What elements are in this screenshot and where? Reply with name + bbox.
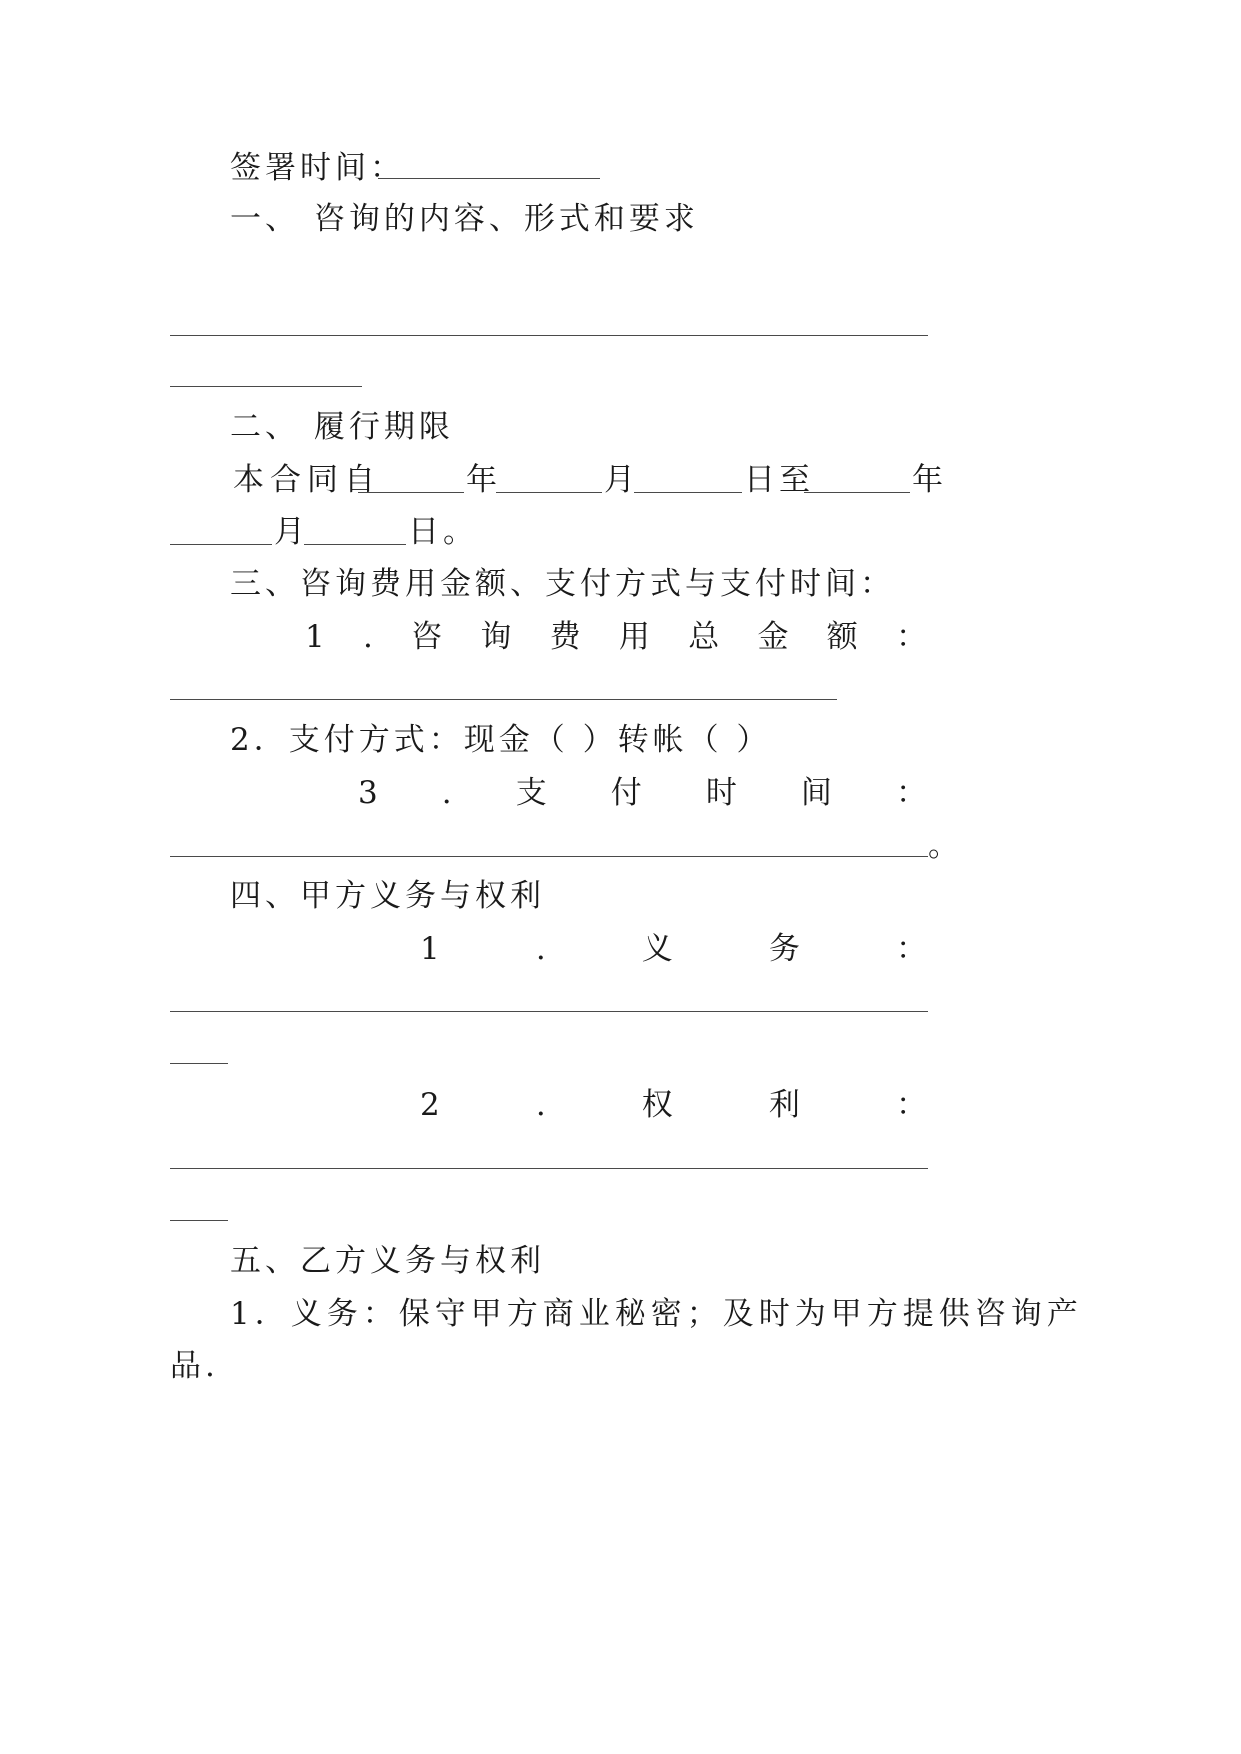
sign-time-blank bbox=[378, 178, 600, 179]
pay-time-item-2: 支 bbox=[515, 775, 547, 811]
section1-blank-line2 bbox=[170, 386, 362, 387]
a-right-item-2: 权 bbox=[641, 1087, 673, 1123]
section3-title: 三、咨询费用金额、支付方式与支付时间： bbox=[230, 566, 895, 602]
pay-time-item-0: 3 bbox=[358, 775, 378, 811]
party-b-duty-line1: 1．义务：保守甲方商业秘密；及时为甲方提供咨询产 bbox=[230, 1296, 1083, 1332]
section4-title: 四、甲方义务与权利 bbox=[230, 878, 545, 914]
fee-item-1: . bbox=[363, 619, 373, 655]
end-day-label: 日。 bbox=[408, 514, 478, 550]
fee-item-6: 总 bbox=[688, 619, 720, 655]
end-year-blank bbox=[804, 492, 910, 493]
a-right-item-3: 利 bbox=[768, 1087, 800, 1123]
a-duty-blank-line2 bbox=[170, 1063, 228, 1064]
end-month-label: 月 bbox=[274, 514, 309, 550]
start-year-blank bbox=[358, 492, 464, 493]
pay-time-item-1: . bbox=[441, 775, 452, 811]
start-day-blank bbox=[634, 492, 742, 493]
a-duty-item-1: . bbox=[535, 931, 546, 967]
party-a-right-label bbox=[420, 1085, 927, 1125]
party-a-duty-label bbox=[420, 929, 927, 969]
fee-item-7: 金 bbox=[757, 619, 789, 655]
pay-time-item-4: 时 bbox=[705, 775, 737, 811]
end-year-label: 年 bbox=[912, 462, 947, 498]
fee-item-9: ： bbox=[895, 619, 927, 655]
term-intro: 本合同自 bbox=[233, 462, 381, 498]
a-duty-item-4: ： bbox=[895, 931, 927, 967]
fee-item-8: 额 bbox=[826, 619, 858, 655]
a-right-blank-line2 bbox=[170, 1220, 228, 1221]
section1-title: 一、 咨询的内容、形式和要求 bbox=[230, 201, 699, 237]
fee-item-5: 用 bbox=[618, 619, 650, 655]
fee-item-0: 1 bbox=[305, 619, 325, 655]
section5-title: 五、乙方义务与权利 bbox=[230, 1243, 545, 1279]
end-month-blank bbox=[170, 544, 272, 545]
year-label: 年 bbox=[466, 462, 501, 498]
pay-time-label bbox=[358, 773, 927, 813]
a-duty-item-2: 义 bbox=[641, 931, 673, 967]
pay-time-item-5: 间 bbox=[800, 775, 832, 811]
section1-blank-line1 bbox=[170, 335, 928, 336]
end-day-blank bbox=[304, 544, 406, 545]
a-right-item-1: . bbox=[535, 1087, 546, 1123]
fee-item-4: 费 bbox=[549, 619, 581, 655]
pay-time-item-3: 付 bbox=[610, 775, 642, 811]
payment-method: 2．支付方式：现金（ ）转帐（ ） bbox=[230, 722, 772, 758]
start-month-blank bbox=[496, 492, 602, 493]
section2-title: 二、 履行期限 bbox=[230, 409, 454, 445]
fee-item-2: 咨 bbox=[411, 619, 443, 655]
a-right-blank-line1 bbox=[170, 1168, 928, 1169]
month-label: 月 bbox=[604, 462, 639, 498]
party-b-duty-line2: 品. bbox=[170, 1348, 219, 1384]
a-duty-item-3: 务 bbox=[768, 931, 800, 967]
pay-time-item-6: ： bbox=[895, 775, 927, 811]
day-to-label: 日至 bbox=[744, 462, 814, 498]
fee-item-3: 询 bbox=[480, 619, 512, 655]
pay-time-period: 。 bbox=[928, 828, 963, 864]
a-right-item-0: 2 bbox=[420, 1087, 440, 1123]
fee-total-label bbox=[305, 617, 927, 657]
fee-total-blank bbox=[170, 699, 837, 700]
a-duty-blank-line1 bbox=[170, 1011, 928, 1012]
pay-time-blank bbox=[170, 856, 928, 857]
a-right-item-4: ： bbox=[895, 1087, 927, 1123]
sign-time-label: 签署时间： bbox=[230, 150, 405, 186]
a-duty-item-0: 1 bbox=[420, 931, 440, 967]
